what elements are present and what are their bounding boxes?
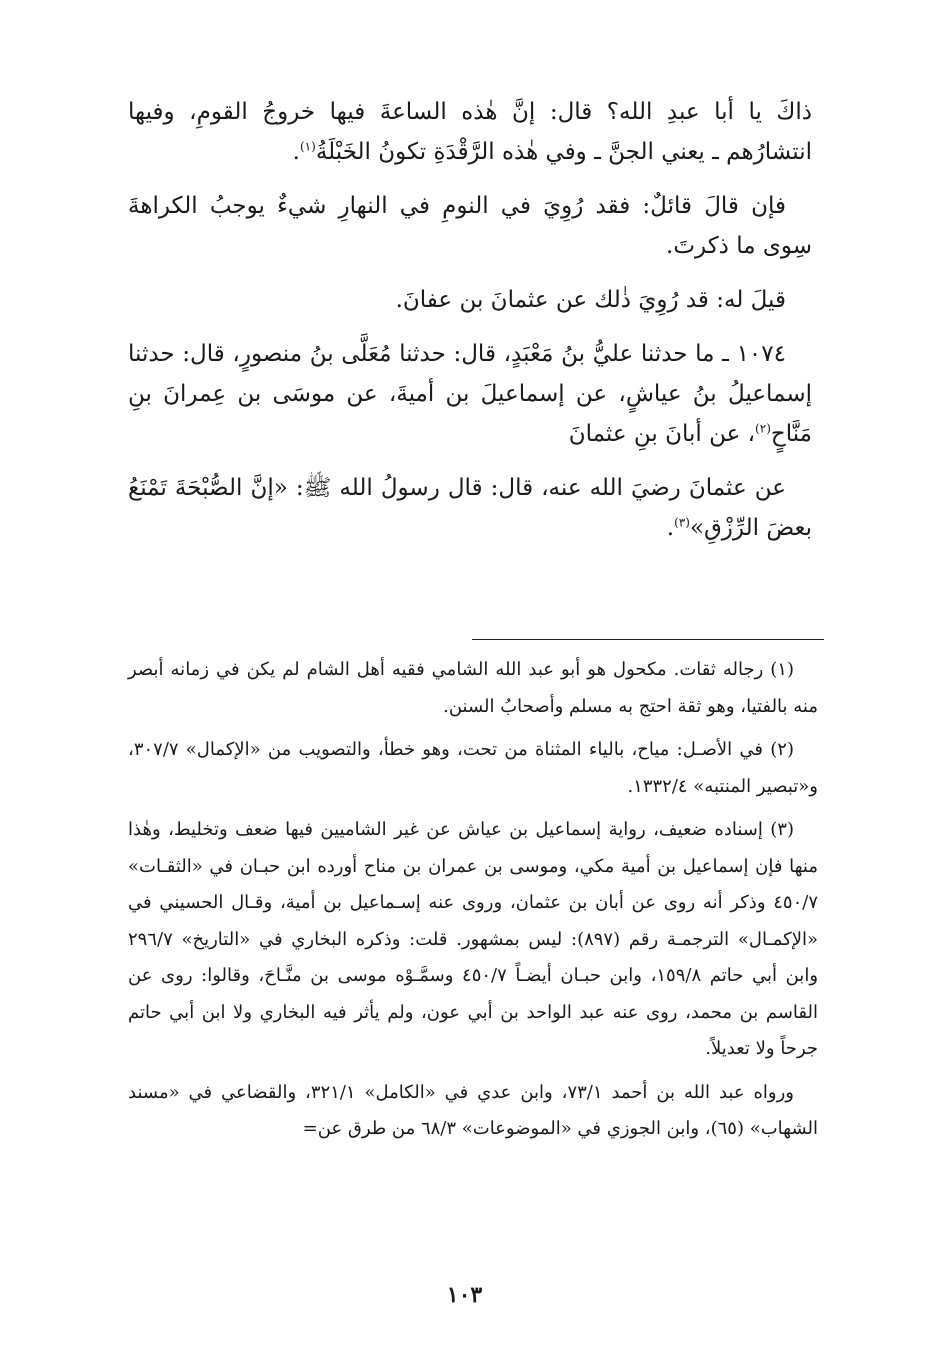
hadith-matn-text: عن عثمانَ رضيَ الله عنه، قال: قال رسولُ الله ﷺ: «إنَّ الصُّبْحَةَ تَمْنَعُ بعضَ الرِّزْقِ» [128, 475, 812, 541]
footnote-2: (٢) في الأصـل: مياح، بالياء المثناة من تحت، وهو خطأ، والتصويب من «الإكمال» ٣٠٧/٧، و«تبصير المنتبه» ١٣٣٢/٤. [128, 739, 818, 797]
footnote-3: (٣) إسناده ضعيف، رواية إسماعيل بن عياش عن غير الشاميين فيها ضعف وتخليط، وهٰذا منها فإن إسماعيل بن أمية مكي، وموسى بن عمران بن مناح أورده ابن حبـان في «الثقـات» ٤٥٠/٧ وذكر أنه روى عن أبان بن عثمان، وروى عنه إسـماعيل بن أمية، وقـال الحسيني في «الإكمـال» الترجمـة رقم (٨٩٧): ليس بمشهور. قلت: وذكره البخاري في «التاريخ» ٢٩٦/٧ وابن أبي حاتم ١٥٩/٨، وابن حبـان أيضـاً ٤٥٠/٧ وسمَّـوْه موسى بن منَّـاحَ، وقالوا: روى عن القاسم بن محمد، روى عنه عبد الواحد بن أبي عون، ولم يأثر فيه البخاري ولا ابن أبي حاتم جرحاً ولا تعديلاً. [128, 819, 819, 1059]
main-paragraph-1-text: ذاكَ يا أبا عبدِ الله؟ قال: إنَّ هٰذه الساعةَ فيها خروجُ القومِ، وفيها انتشارُهم ـ يعني الجنَّ ـ وفي هٰذه الرَّقْدَةِ تكونُ الخَبْلَةُ [128, 99, 812, 165]
footnote-ref-3: (٣) [674, 515, 690, 530]
main-paragraph-2: فإن قالَ قائلٌ: فقد رُوِيَ في النومِ في النهارِ شيءٌ يوجبُ الكراهةَ سِوى ما ذكرتَ. [128, 193, 812, 259]
footnote-ref-2: (٢) [755, 421, 771, 436]
hadith-isnad: ١٠٧٤ ـ ما حدثنا عليُّ بنُ مَعْبَدٍ، قال: حدثنا مُعَلَّى بنُ منصورٍ، قال: حدثنا إسماعيلُ بنُ عياشٍ، عن إسماعيلَ بن أميةَ، عن موسَى بن عِمرانَ بنِ مَنَّاحٍ [128, 341, 812, 447]
footnote-ref-1: (١) [299, 139, 316, 154]
hadith-matn-end: . [666, 515, 675, 541]
footnote-1: (١) رجاله ثقات. مكحول هو أبو عبد الله الشامي فقيه أهل الشام لم يكن في زمانه أبصر منه بالفتيا، وهو ثقة احتج به مسلم وأصحابُ السنن. [128, 659, 818, 717]
main-text [128, 92, 812, 548]
footnotes [128, 652, 818, 1148]
hadith-matn [128, 468, 812, 548]
main-paragraph-3: قيلَ له: قد رُوِيَ ذٰلك عن عثمانَ بن عفانَ. [395, 287, 786, 313]
footnote-separator [472, 639, 824, 640]
hadith-isnad-end: ، عن أبانَ بنِ عثمانَ [568, 421, 756, 447]
hadith-1074 [128, 334, 812, 454]
page-number: ١٠٣ [446, 1282, 483, 1308]
main-paragraph-1: ذاكَ يا أبا عبدِ الله؟ قال: إنَّ هٰذه الساعةَ فيها خروجُ القومِ، وفيها انتشارُهم ـ يعني الجنَّ ـ وفي هٰذه الرَّقْدَةِ تكونُ الخَبْلَةُ$^{(١)}$. [128, 99, 812, 165]
footnote-3-continued: ورواه عبد الله بن أحمد ٧٣/١، وابن عدي في «الكامل» ٣٢١/١، والقضاعي في «مسند الشهاب» (٦٥)، وابن الجوزي في «الموضوعات» ٦٨/٣ من طرق عن= [128, 1081, 818, 1139]
